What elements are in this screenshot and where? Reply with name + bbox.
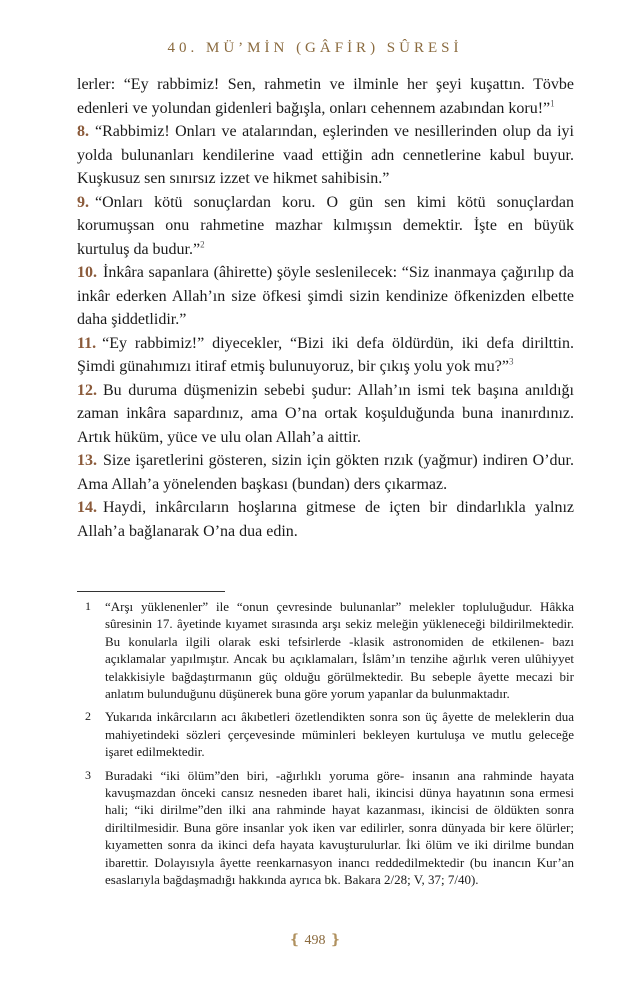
verse — [77, 496, 574, 543]
verse-number: 14. — [77, 499, 97, 516]
ornament-right-icon: ❵ — [329, 933, 342, 948]
verse-text: Bu duruma düşmenizin sebebi şudur: Allah’ın ismi tek başına anıldığı zaman inkâra sapardınız, ama O’na ortak koşulduğunda buna inanırdınız. Artık hüküm, yüce ve ulu olan Allah’a aittir. — [77, 381, 574, 446]
footnote-ref[interactable]: 1 — [550, 98, 555, 109]
footnote-text: “Arşı yüklenenler” ile “onun çevresinde bulunanlar” melekler topluluğudur. Hâkka sûresinin 17. âyetinde kıyamet sırasında arşı sekiz meleğin yükleneceği bildirilmektedir. Bu konularla ilgili olarak eski tefsirlerde -klasik astronomiden de etkilenen- bazı açıklamalar yapılmıştır. Ancak bu açıklamaları, İslâm’ın tenzihe ağırlık veren ulûhiyyet telakkisiyle bağdaştırmanın güç olduğu görülmektedir. Bu sebeple âyette mecazi bir anlatım bulunduğunu düşünerek buna göre yorum yapanlar da bulunmaktadır. — [105, 599, 574, 702]
verse-text: İnkâra sapanlara (âhirette) şöyle seslenilecek: “Siz inanmaya çağırılıp da inkâr ederken Allah’ın size öfkesi şimdi sizin kendinize öfkenizden elbette daha şiddetlidir.” — [77, 264, 574, 328]
verse-text: Haydi, inkârcıların hoşlarına gitmese de içten bir dindarlıkla yalnız Allah’a bağlanarak O’na dua edin. — [77, 499, 574, 540]
verse-intro — [77, 73, 574, 120]
footnote-number: 1 — [85, 599, 91, 613]
verse-number: 11. — [77, 334, 97, 352]
verse-number: 8. — [77, 123, 89, 140]
footnote-text: Buradaki “iki ölüm”den biri, -ağırlıklı yoruma göre- insanın ana rahminde hayata kavuşmazdan önceki cansız nesneden ibaret hali, ikincisi dünya hayatının sona ermesi hali; “iki dirilme”den ilki ana rahminde hayat kazanması, ikincisi de öldükten sonra diriltilmesidir. Buna göre insanlar yok iken var edilirler, sonra dünyada bir kere ölürler; kıyametten sonra da ikinci defa hayata kavuşturulurlar. İki ölüm ve iki dirilme bundan ibarettir. Dolayısıyla âyette reenkarnasyon inancı reddedilmektedir (bu inancın Kur’an esaslarıyla bağdaşmadığı hakkında ayrıca bk. Bakara 2/28; V, 37; 7/40). — [105, 767, 574, 888]
footnote — [77, 598, 574, 702]
verse-number: 13. — [77, 452, 97, 469]
verse-number: 9. — [77, 193, 89, 211]
footnote-ref[interactable]: 2 — [200, 239, 205, 250]
running-header: 40. MÜ’MİN (GÂFİR) SÛRESİ — [167, 40, 463, 56]
ornament-left-icon: ❴ — [288, 933, 301, 948]
verse — [77, 449, 574, 496]
verse-text: Size işaretlerini gösteren, sizin için gökten rızık (yağmur) indiren O’dur. Ama Allah’a yönelenden başkası (bundan) ders çıkarmaz. — [77, 452, 574, 493]
footnote-divider — [77, 591, 225, 592]
footnote-number: 3 — [85, 767, 91, 782]
main-text — [77, 73, 574, 543]
footnote-text: Yukarıda inkârcıların acı âkıbetleri özetlendikten sonra son üç âyette de meleklerin dua mahiyetindeki sözleri çerçevesinde müminleri bekleyen kurtuluşa ve mutlu geleceğe işaret edilmektedir. — [105, 709, 574, 760]
verse-text: “Rabbimiz! Onları ve atalarından, eşlerinden ve nesillerinden olup da iyi yolda bulunanları kendilerine vaad ettiğin adn cennetlerine kabul buyur. Kuşkusuz sen sınırsız izzet ve hikmet sahibisin.” — [77, 123, 574, 187]
verse-text: “Onları kötü sonuçlardan koru. O gün sen kimi kötü sonuçlardan korumuşsan onu rahmetine mazhar kılmışsın demektir. İşte en büyük kurtuluş da budur.” — [77, 193, 574, 258]
footnote-number: 2 — [85, 709, 91, 724]
footnote-ref[interactable]: 3 — [508, 356, 514, 367]
page-number-text: 498 — [304, 933, 326, 948]
verse — [77, 120, 574, 191]
verse-number: 12. — [77, 381, 97, 399]
page-number — [0, 932, 630, 949]
verse-text: “Ey rabbimiz!” diyecekler, “Bizi iki defa öldürdün, iki defa dirilttin. Şimdi günahımızı itiraf etmiş bulunuyoruz, bir çıkış yolu yok mu?” — [77, 334, 574, 375]
verse — [77, 379, 574, 450]
verse — [77, 261, 574, 332]
verse — [77, 332, 574, 379]
footnotes — [77, 598, 574, 895]
verse-number: 10. — [77, 264, 97, 281]
footnote — [77, 708, 574, 760]
verse — [77, 191, 574, 262]
verse-text: lerler: “Ey rabbimiz! Sen, rahmetin ve ilminle her şeyi kuşattın. Tövbe edenleri ve yolundan gidenleri bağışla, onları cehennem azabından koru!” — [77, 76, 574, 117]
footnote — [77, 767, 574, 889]
